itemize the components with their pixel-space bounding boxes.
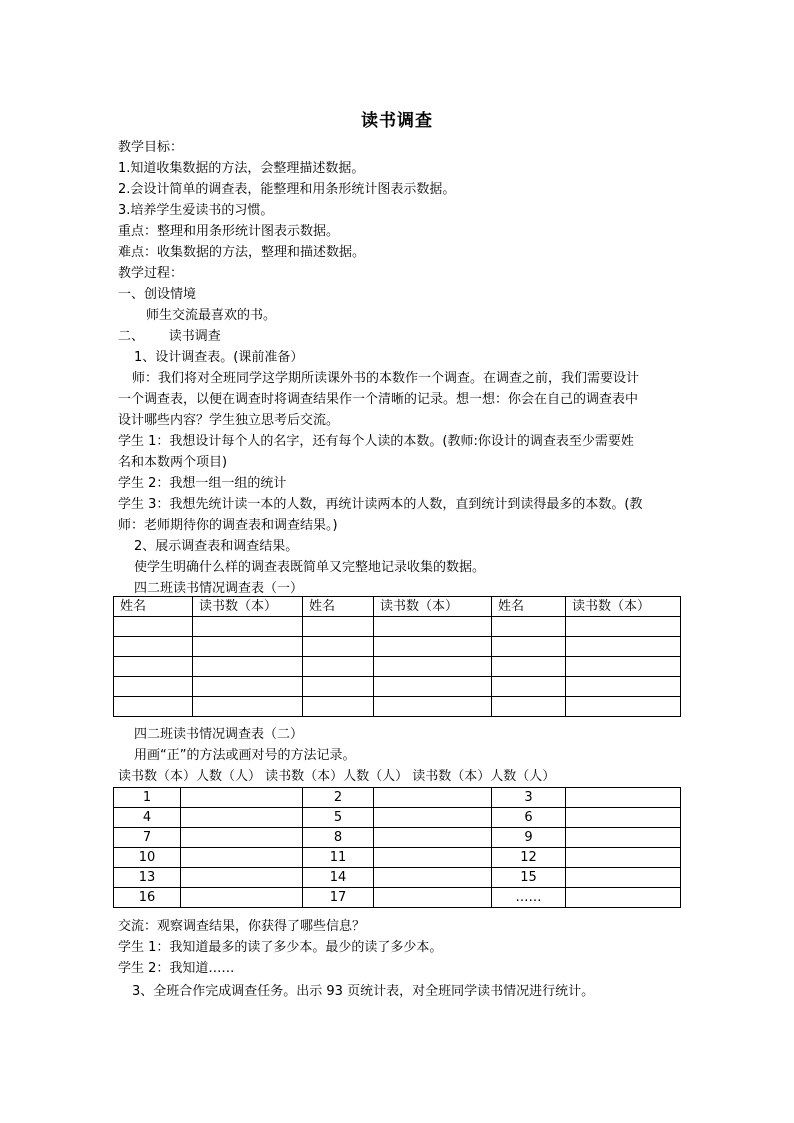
table-cell bbox=[492, 637, 566, 657]
table-row bbox=[114, 868, 681, 888]
section2-heading: 二、 读书调查 bbox=[118, 329, 221, 344]
objective-1: 1.知道收集数据的方法，会整理描述数据。 bbox=[118, 161, 365, 176]
people-count-cell bbox=[374, 808, 492, 828]
table-header-row bbox=[114, 597, 681, 617]
objectives-heading: 教学目标： bbox=[118, 140, 184, 155]
table-cell bbox=[193, 637, 303, 657]
step2-heading: 2、展示调查表和调查结果。 bbox=[134, 539, 299, 554]
people-count-cell bbox=[374, 868, 492, 888]
key-point: 重点：整理和用条形统计图表示数据。 bbox=[118, 224, 340, 239]
header-cell: 姓名 bbox=[114, 597, 193, 617]
people-count-cell bbox=[566, 868, 681, 888]
people-count-cell bbox=[374, 848, 492, 868]
difficulty: 难点：收集数据的方法，整理和描述数据。 bbox=[118, 245, 366, 260]
table-cell bbox=[193, 657, 303, 677]
table-cell bbox=[374, 617, 492, 637]
book-count-cell: 1 bbox=[114, 788, 181, 808]
table-cell bbox=[114, 637, 193, 657]
table2-caption: 四二班读书情况调查表（二） bbox=[134, 727, 304, 742]
people-count-cell bbox=[181, 868, 303, 888]
table-cell bbox=[566, 677, 681, 697]
people-count-cell bbox=[566, 828, 681, 848]
book-count-cell: 2 bbox=[303, 788, 374, 808]
book-count-cell: 8 bbox=[303, 828, 374, 848]
step1-heading: 1、设计调查表。(课前准备） bbox=[134, 350, 304, 365]
table-row bbox=[114, 617, 681, 637]
document-title: 读书调查 bbox=[361, 111, 433, 131]
people-count-cell bbox=[566, 888, 681, 908]
table-row bbox=[114, 788, 681, 808]
header-cell: 读书数（本） bbox=[374, 597, 492, 617]
section1-text: 师生交流最喜欢的书。 bbox=[146, 308, 277, 323]
teacher-line-3: 设计哪些内容？学生独立思考后交流。 bbox=[118, 413, 340, 428]
table-cell bbox=[114, 657, 193, 677]
book-count-cell: 15 bbox=[492, 868, 566, 888]
people-count-cell bbox=[181, 788, 303, 808]
table-cell bbox=[114, 617, 193, 637]
people-count-cell bbox=[181, 848, 303, 868]
section1-heading: 一、创设情境 bbox=[118, 287, 197, 302]
student1-b-text: 学生 1：我知道最多的读了多少本。最少的读了多少本。 bbox=[118, 940, 443, 955]
objective-3: 3.培养学生爱读书的习惯。 bbox=[118, 203, 274, 218]
table-cell bbox=[303, 637, 374, 657]
people-count-cell bbox=[374, 788, 492, 808]
book-count-cell: 14 bbox=[303, 868, 374, 888]
table-row bbox=[114, 657, 681, 677]
book-count-cell: 12 bbox=[492, 848, 566, 868]
table-cell bbox=[566, 657, 681, 677]
teacher-line-1: 师：我们将对全班同学这学期所读课外书的本数作一个调查。在调查之前，我们需要设计 bbox=[132, 371, 640, 386]
table-cell bbox=[193, 697, 303, 717]
table-row bbox=[114, 677, 681, 697]
table-cell bbox=[566, 617, 681, 637]
people-count-cell bbox=[181, 888, 303, 908]
book-count-cell: 11 bbox=[303, 848, 374, 868]
book-count-cell: 17 bbox=[303, 888, 374, 908]
table-cell bbox=[303, 657, 374, 677]
table-cell bbox=[193, 677, 303, 697]
table-cell bbox=[492, 617, 566, 637]
student2-b-text: 学生 2：我知道…… bbox=[118, 961, 235, 976]
table-cell bbox=[492, 677, 566, 697]
table-row bbox=[114, 828, 681, 848]
header-cell: 读书数（本） bbox=[193, 597, 303, 617]
book-count-cell: 5 bbox=[303, 808, 374, 828]
table2-header-line: 读书数（本）人数（人） 读书数（本）人数（人） 读书数（本）人数（人） bbox=[118, 769, 556, 784]
table-cell bbox=[492, 697, 566, 717]
people-count-cell bbox=[566, 788, 681, 808]
table-row bbox=[114, 848, 681, 868]
book-count-cell: 7 bbox=[114, 828, 181, 848]
people-count-cell bbox=[181, 808, 303, 828]
table-cell bbox=[303, 697, 374, 717]
table-row bbox=[114, 697, 681, 717]
table-cell bbox=[114, 677, 193, 697]
table-cell bbox=[566, 697, 681, 717]
table-cell bbox=[303, 617, 374, 637]
table-cell bbox=[374, 657, 492, 677]
student1-line-2: 名和本数两个项目) bbox=[118, 455, 228, 470]
book-count-cell: 13 bbox=[114, 868, 181, 888]
header-cell: 读书数（本） bbox=[566, 597, 681, 617]
book-count-cell: 10 bbox=[114, 848, 181, 868]
table-cell bbox=[303, 677, 374, 697]
survey-table-2 bbox=[113, 787, 681, 908]
header-cell: 姓名 bbox=[492, 597, 566, 617]
table-cell bbox=[566, 637, 681, 657]
student2-text: 学生 2：我想一组一组的统计 bbox=[118, 476, 287, 491]
student3-line-1: 学生 3：我想先统计读一本的人数，再统计读两本的人数，直到统计到读得最多的本数。(教 bbox=[118, 497, 643, 512]
exchange-text: 交流：观察调查结果，你获得了哪些信息？ bbox=[118, 919, 366, 934]
people-count-cell bbox=[374, 888, 492, 908]
people-count-cell bbox=[566, 848, 681, 868]
book-count-cell: 16 bbox=[114, 888, 181, 908]
student1-line-1: 学生 1：我想设计每个人的名字，还有每个人读的本数。(教师:你设计的调查表至少需要姓 bbox=[118, 434, 634, 449]
student3-line-2: 师：老师期待你的调查表和调查结果。) bbox=[118, 518, 338, 533]
table-cell bbox=[374, 677, 492, 697]
table2-note: 用画“正”的方法或画对号的方法记录。 bbox=[134, 748, 356, 763]
step2-text: 使学生明确什么样的调查表既简单又完整地记录收集的数据。 bbox=[134, 560, 486, 575]
book-count-cell: 4 bbox=[114, 808, 181, 828]
table-row bbox=[114, 637, 681, 657]
teacher-line-2: 一个调查表，以便在调查时将调查结果作一个清晰的记录。想一想：你会在自己的调查表中 bbox=[118, 392, 639, 407]
table-row bbox=[114, 808, 681, 828]
table-cell bbox=[193, 617, 303, 637]
book-count-cell: …… bbox=[492, 888, 566, 908]
people-count-cell bbox=[566, 808, 681, 828]
table-cell bbox=[114, 697, 193, 717]
table-cell bbox=[374, 697, 492, 717]
book-count-cell: 9 bbox=[492, 828, 566, 848]
table-cell bbox=[374, 637, 492, 657]
header-cell: 姓名 bbox=[303, 597, 374, 617]
people-count-cell bbox=[181, 828, 303, 848]
book-count-cell: 6 bbox=[492, 808, 566, 828]
people-count-cell bbox=[374, 828, 492, 848]
process-heading: 教学过程： bbox=[118, 266, 184, 281]
table-row bbox=[114, 888, 681, 908]
survey-table-1 bbox=[113, 596, 681, 717]
book-count-cell: 3 bbox=[492, 788, 566, 808]
step3-text: 3、全班合作完成调查任务。出示 93 页统计表，对全班同学读书情况进行统计。 bbox=[132, 984, 595, 999]
table-cell bbox=[492, 657, 566, 677]
table1-caption: 四二班读书情况调查表（一） bbox=[134, 581, 304, 596]
objective-2: 2.会设计简单的调查表，能整理和用条形统计图表示数据。 bbox=[118, 182, 456, 197]
